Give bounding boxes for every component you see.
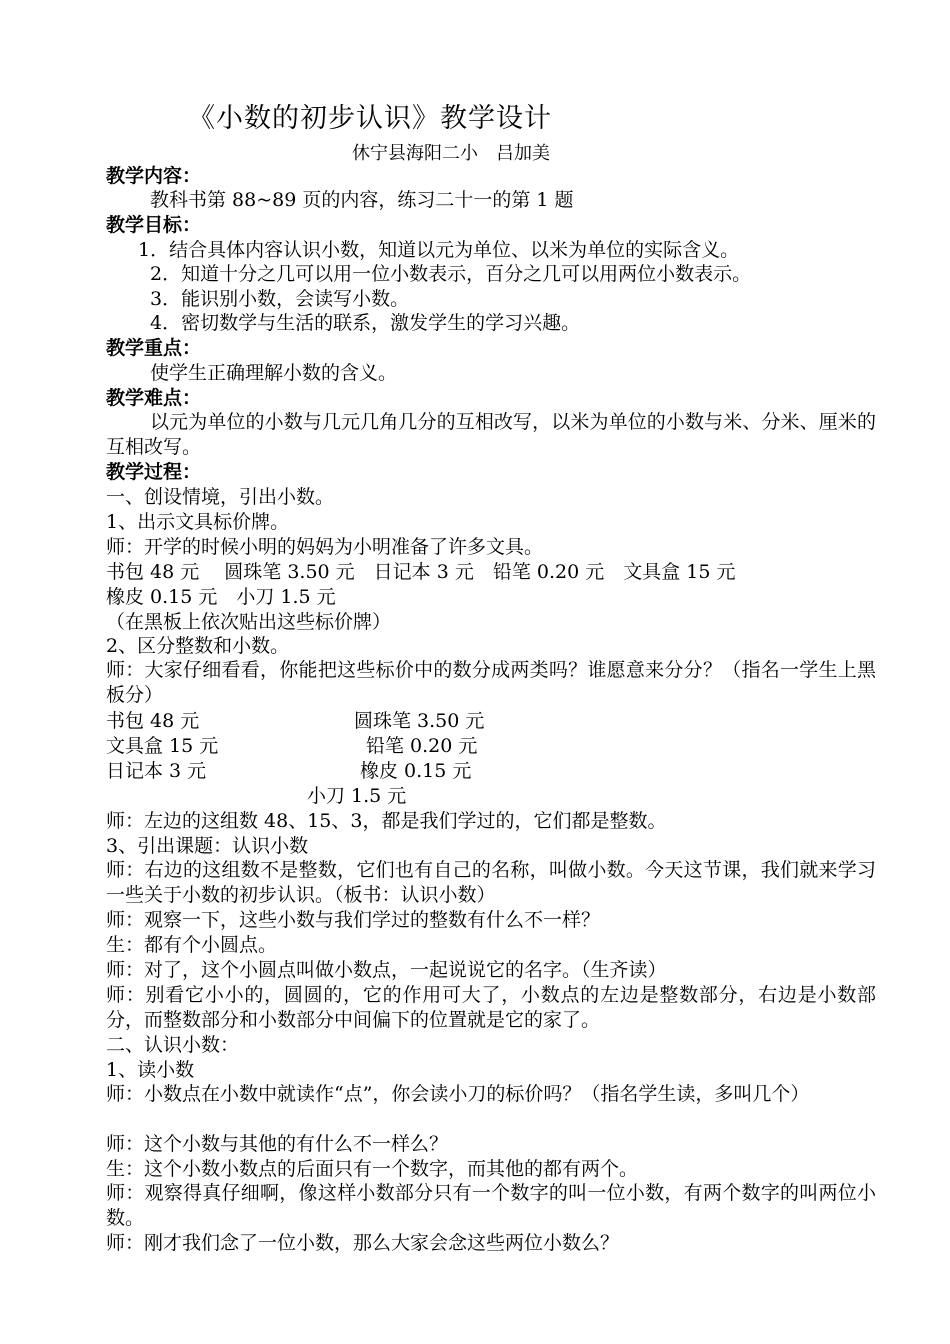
- difficult-text: 以元为单位的小数与几元几角几分的互相改写，以米为单位的小数与米、分米、厘米的互相改写。: [106, 411, 876, 458]
- paragraph: 师：小数点在小数中就读作“点”，你会读小刀的标价吗？（指名学生读，多叫几个）: [106, 1083, 810, 1105]
- heading-content: 教学内容：: [106, 165, 202, 187]
- paragraph: 生：都有个小圆点。: [106, 934, 278, 956]
- author-line: 休宁县海阳二小 吕加美: [352, 143, 550, 164]
- price-list: 橡皮 0.15 元 小刀 1.5 元: [106, 586, 336, 608]
- paragraph: 师：刚才我们念了一位小数，那么大家会念这些两位小数么？: [106, 1232, 620, 1254]
- subsection-heading: 3、引出课题：认识小数: [106, 835, 309, 857]
- goal-item: 2．知道十分之几可以用一位小数表示，百分之几可以用两位小数表示。: [150, 263, 752, 285]
- paragraph: 师：对了，这个小圆点叫做小数点，一起说说它的名字。（生齐读）: [106, 959, 667, 981]
- decimal-item: 小刀 1.5 元: [307, 785, 407, 807]
- paragraph: 生：这个小数小数点的后面只有一个数字，而其他的都有两个。: [106, 1158, 639, 1180]
- document-title: 《小数的初步认识》教学设计: [188, 103, 552, 134]
- paragraph: 师：观察一下，这些小数与我们学过的整数有什么不一样？: [106, 909, 601, 931]
- paragraph: 师：这个小数与其他的有什么不一样么？: [106, 1133, 449, 1155]
- section-heading: 一、创设情境，引出小数。: [106, 486, 335, 508]
- content-text: 教科书第 88~89 页的内容，练习二十一的第 1 题: [150, 189, 574, 211]
- heading-key: 教学重点：: [106, 337, 202, 359]
- paragraph: 师：左边的这组数 48、15、3，都是我们学过的，它们都是整数。: [106, 810, 667, 832]
- subsection-heading: 1、读小数: [106, 1059, 195, 1081]
- heading-process: 教学过程：: [106, 461, 202, 483]
- paragraph: 师：观察得真仔细啊，像这样小数部分只有一个数字的叫一位小数，有两个数字的叫两位小数。: [106, 1182, 876, 1229]
- integer-item: 日记本 3 元: [106, 760, 207, 782]
- decimal-item: 铅笔 0.20 元: [366, 735, 478, 757]
- paragraph: 师：大家仔细看看，你能把这些标价中的数分成两类吗？谁愿意来分分？（指名一学生上黑板分）: [106, 659, 876, 706]
- goal-item: 4．密切数学与生活的联系，激发学生的学习兴趣。: [150, 312, 581, 334]
- integer-item: 书包 48 元: [106, 710, 200, 732]
- section-heading: 二、认识小数：: [106, 1034, 240, 1056]
- paragraph: 师：别看它小小的，圆圆的，它的作用可大了，小数点的左边是整数部分，右边是小数部分，而整数部分和小数部分中间偏下的位置就是它的家了。: [106, 984, 876, 1031]
- paragraph: 师：右边的这组数不是整数，它们也有自己的名称，叫做小数。今天这节课，我们就来学习一些关于小数的初步认识。（板书：认识小数）: [106, 859, 876, 906]
- subsection-heading: 2、区分整数和小数。: [106, 635, 290, 657]
- key-text: 使学生正确理解小数的含义。: [150, 362, 398, 384]
- subsection-heading: 1、出示文具标价牌。: [106, 511, 290, 533]
- paragraph: 师：开学的时候小明的妈妈为小明准备了许多文具。: [106, 536, 544, 558]
- integer-item: 文具盒 15 元: [106, 735, 219, 757]
- paragraph: （在黑板上依次贴出这些标价牌）: [106, 611, 392, 633]
- heading-goals: 教学目标：: [106, 214, 202, 236]
- decimal-item: 橡皮 0.15 元: [360, 760, 472, 782]
- heading-difficult: 教学难点：: [106, 387, 202, 409]
- price-list: 书包 48 元 圆珠笔 3.50 元 日记本 3 元 铅笔 0.20 元 文具盒 15 元: [106, 561, 736, 583]
- goal-item: 1．结合具体内容认识小数，知道以元为单位、以米为单位的实际含义。: [138, 239, 740, 261]
- decimal-item: 圆珠笔 3.50 元: [354, 710, 485, 732]
- goal-item: 3．能识别小数，会读写小数。: [150, 288, 410, 310]
